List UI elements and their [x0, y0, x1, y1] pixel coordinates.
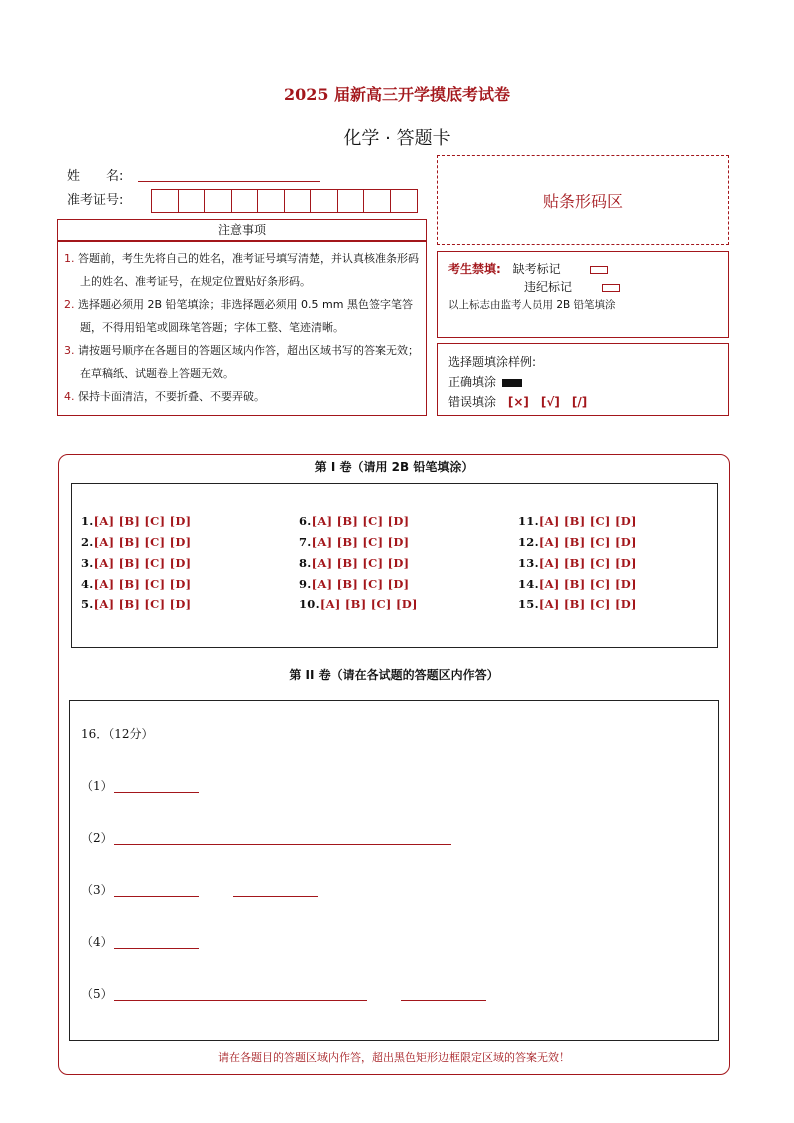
- exam-title: 2025 届新高三开学摸底考试卷: [283, 85, 511, 104]
- part4-label: （4）: [81, 935, 113, 949]
- id-digit-box[interactable]: [232, 190, 259, 212]
- part1-label: （1）: [81, 779, 113, 793]
- choice-question-row[interactable]: [81, 597, 191, 611]
- part4-answer-line[interactable]: [114, 948, 199, 949]
- part3-label: （3）: [81, 883, 113, 897]
- forbidden-note: 以上标志由监考人员用 2B 铅笔填涂: [448, 299, 616, 311]
- correct-fill-label: 正确填涂: [448, 375, 497, 389]
- part2-answer-line[interactable]: [114, 844, 451, 845]
- choice-options[interactable]: [A] [B] [C] [D]: [538, 514, 637, 528]
- choice-question-row[interactable]: [81, 514, 191, 528]
- section2-title: 第 II 卷（请在各试题的答题区内作答）: [289, 668, 499, 682]
- notice-item: 3. 请按题号顺序在各题目的答题区域内作答，超出区域书写的答案无效；在草稿纸、试题卷上答题无效。: [64, 344, 419, 380]
- id-digit-box[interactable]: [285, 190, 312, 212]
- question-number: 8.: [299, 556, 312, 570]
- question-number: 6.: [299, 514, 312, 528]
- sample-heading: 选择题填涂样例:: [448, 355, 537, 369]
- part5-label: （5）: [81, 987, 113, 1001]
- question-number: 7.: [299, 535, 312, 549]
- absent-mark-box[interactable]: [590, 266, 608, 274]
- part3-answer-line-b[interactable]: [233, 896, 318, 897]
- choice-question-row[interactable]: [518, 514, 637, 528]
- notice-item: 2. 选择题必须用 2B 铅笔填涂；非选择题必须用 0.5 mm 黑色签字笔答题，不得用铅笔或圆珠笔答题；字体工整、笔迹清晰。: [64, 298, 413, 334]
- choice-question-row[interactable]: [81, 556, 191, 570]
- part3-answer-line-a[interactable]: [114, 896, 199, 897]
- choice-options[interactable]: [A] [B] [C] [D]: [93, 577, 192, 591]
- choice-question-row[interactable]: [518, 597, 637, 611]
- id-digit-box[interactable]: [258, 190, 285, 212]
- part1-answer-line[interactable]: [114, 792, 199, 793]
- question-number: 9.: [299, 577, 312, 591]
- choice-options[interactable]: [A] [B] [C] [D]: [93, 535, 192, 549]
- card-subtitle: 化学 · 答题卡: [343, 128, 451, 149]
- question-number: 1.: [81, 514, 94, 528]
- choice-options[interactable]: [A] [B] [C] [D]: [538, 535, 637, 549]
- fill-sample-panel: [437, 343, 729, 416]
- question-number: 12.: [518, 535, 539, 549]
- barcode-area: [437, 155, 729, 245]
- violation-mark-label: 违纪标记: [524, 280, 573, 294]
- choice-question-row[interactable]: [518, 577, 637, 591]
- question16-answer-box: [69, 700, 719, 1041]
- wrong-fill-label: 错误填涂: [448, 395, 497, 409]
- question-number: 3.: [81, 556, 94, 570]
- question-number: 14.: [518, 577, 539, 591]
- id-digit-box[interactable]: [179, 190, 206, 212]
- barcode-label: 贴条形码区: [542, 191, 623, 211]
- wrong-fill-marks: [×] [√] [/]: [507, 395, 588, 409]
- id-label: 准考证号:: [67, 193, 124, 208]
- choice-options[interactable]: [A] [B] [C] [D]: [538, 597, 637, 611]
- choice-options[interactable]: [A] [B] [C] [D]: [93, 514, 192, 528]
- notice-item: 1. 答题前，考生先将自己的姓名，准考证号填写清楚，并认真核准条形码上的姓名、准考证号，在规定位置贴好条形码。: [64, 252, 419, 288]
- id-number-boxes[interactable]: [151, 189, 418, 213]
- part5-answer-line-b[interactable]: [401, 1000, 486, 1001]
- choice-question-row[interactable]: [299, 514, 409, 528]
- id-digit-box[interactable]: [205, 190, 232, 212]
- name-field[interactable]: [138, 181, 320, 182]
- part2-label: （2）: [81, 831, 113, 845]
- choice-options[interactable]: [A] [B] [C] [D]: [93, 556, 192, 570]
- choice-options[interactable]: [A] [B] [C] [D]: [538, 556, 637, 570]
- choice-options[interactable]: [A] [B] [C] [D]: [311, 556, 410, 570]
- choice-options[interactable]: [A] [B] [C] [D]: [93, 597, 192, 611]
- choice-question-row[interactable]: [81, 577, 191, 591]
- question-number: 15.: [518, 597, 539, 611]
- choice-question-row[interactable]: [299, 556, 409, 570]
- choice-question-row[interactable]: [518, 556, 637, 570]
- id-digit-box[interactable]: [364, 190, 391, 212]
- choice-options[interactable]: [A] [B] [C] [D]: [538, 577, 637, 591]
- choice-question-row[interactable]: [299, 535, 409, 549]
- choice-options[interactable]: [A] [B] [C] [D]: [311, 535, 410, 549]
- question-number: 5.: [81, 597, 94, 611]
- part5-answer-line-a[interactable]: [114, 1000, 367, 1001]
- absent-mark-label: 缺考标记: [512, 262, 561, 276]
- choice-options[interactable]: [A] [B] [C] [D]: [319, 597, 418, 611]
- choice-question-row[interactable]: [299, 577, 409, 591]
- choice-options[interactable]: [A] [B] [C] [D]: [311, 514, 410, 528]
- id-digit-box[interactable]: [338, 190, 365, 212]
- id-digit-box[interactable]: [391, 190, 418, 212]
- question-number: 4.: [81, 577, 94, 591]
- forbidden-label: 考生禁填:: [448, 262, 501, 276]
- choice-question-row[interactable]: [81, 535, 191, 549]
- footer-note: 请在各题目的答题区域内作答，超出黑色矩形边框限定区域的答案无效！: [218, 1051, 570, 1064]
- correct-fill-mark: [502, 379, 522, 387]
- question-number: 10.: [299, 597, 320, 611]
- notice-heading: 注意事项: [57, 219, 427, 241]
- choice-question-row[interactable]: [518, 535, 637, 549]
- notice-list: [57, 241, 427, 416]
- notice-item: 4. 保持卡面清洁，不要折叠、不要弄破。: [64, 390, 265, 403]
- name-label: 姓 名:: [67, 169, 124, 184]
- forbidden-panel: [437, 251, 729, 338]
- question-number: 2.: [81, 535, 94, 549]
- violation-mark-box[interactable]: [602, 284, 620, 292]
- section1-title: 第 I 卷（请用 2B 铅笔填涂）: [314, 460, 474, 474]
- choice-question-row[interactable]: [299, 597, 418, 611]
- choice-options[interactable]: [A] [B] [C] [D]: [311, 577, 410, 591]
- id-digit-box[interactable]: [311, 190, 338, 212]
- question16-heading: 16．（12分）: [81, 727, 154, 741]
- id-digit-box[interactable]: [152, 190, 179, 212]
- question-number: 11.: [518, 514, 539, 528]
- question-number: 13.: [518, 556, 539, 570]
